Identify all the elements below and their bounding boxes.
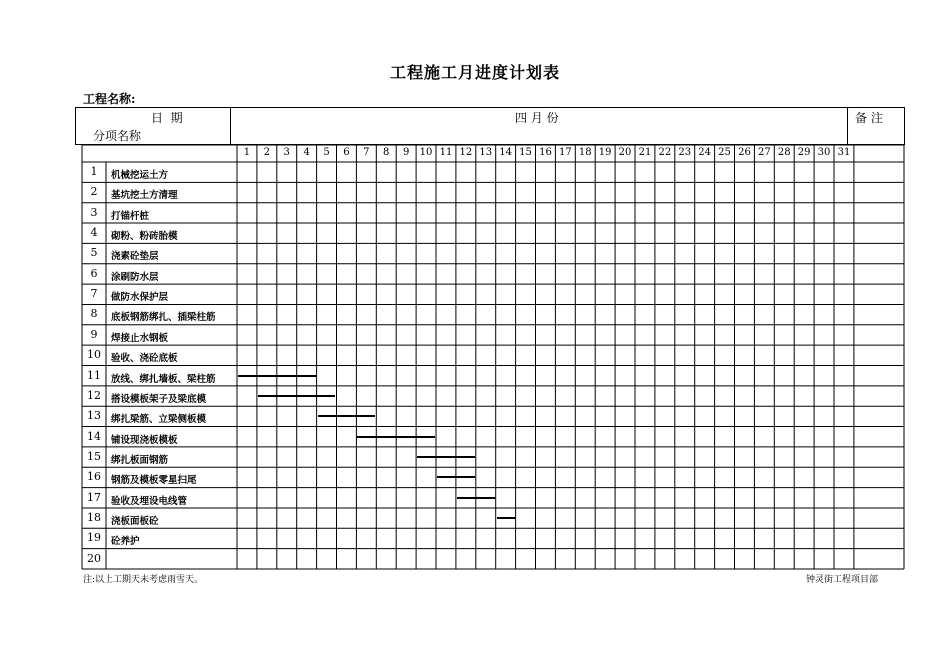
task-name: 基坑挖土方清理 [111, 190, 178, 202]
day-number: 31 [837, 147, 851, 158]
task-number: 14 [87, 429, 101, 443]
task-name: 绑扎板面钢筋 [111, 454, 169, 466]
day-number: 14 [499, 147, 512, 158]
day-number: 5 [323, 147, 330, 158]
schedule-bar [357, 436, 435, 438]
day-number: 16 [539, 147, 552, 158]
day-number: 8 [383, 147, 390, 158]
day-number: 23 [678, 147, 692, 158]
task-name: 打锚杆桩 [111, 210, 150, 222]
task-name: 钢筋及模板零星扫尾 [111, 475, 197, 487]
day-number: 28 [777, 147, 791, 158]
subitem-label: 分项名称 [93, 129, 142, 143]
schedule-bar [238, 375, 316, 377]
day-number: 4 [303, 147, 310, 158]
day-number: 3 [283, 147, 290, 158]
task-name: 浇板面板砼 [111, 515, 159, 527]
day-number: 17 [558, 147, 572, 158]
task-number: 4 [90, 226, 98, 240]
day-number: 26 [738, 147, 751, 158]
task-number: 10 [87, 348, 101, 362]
task-number: 3 [90, 205, 98, 219]
project-name-label: 工程名称: [83, 92, 136, 106]
page-title: 工程施工月进度计划表 [389, 63, 560, 82]
day-number: 15 [519, 147, 532, 158]
task-number: 7 [90, 287, 98, 301]
task-name: 搭设模板架子及梁底模 [111, 393, 207, 405]
schedule-bar [318, 415, 376, 417]
day-number: 19 [598, 147, 612, 158]
task-number: 12 [87, 388, 101, 402]
day-number: 25 [718, 147, 731, 158]
task-name: 绑扎梁筋、立梁侧板模 [111, 414, 207, 426]
task-number: 6 [90, 266, 98, 280]
day-number: 2 [263, 147, 271, 158]
task-number: 11 [87, 368, 101, 382]
schedule-bar [457, 497, 495, 499]
task-name: 砼养护 [111, 536, 140, 548]
task-name: 做防水保护层 [111, 292, 169, 304]
task-name: 底板钢筋绑扎、插梁柱筋 [111, 312, 216, 324]
day-number: 18 [578, 147, 592, 158]
task-number: 5 [90, 246, 98, 260]
task-number: 1 [90, 165, 98, 178]
schedule-bar [258, 395, 336, 397]
day-number: 24 [698, 147, 711, 158]
task-number: 2 [90, 185, 98, 199]
day-number: 10 [419, 147, 433, 158]
schedule-bar [497, 517, 515, 519]
date-label: 日 期 [151, 111, 183, 125]
day-number: 22 [658, 147, 672, 158]
footer-department: 钟灵街工程项目部 [806, 575, 879, 585]
task-number: 15 [87, 449, 101, 463]
task-name: 涂刷防水层 [111, 271, 159, 283]
task-number: 8 [90, 307, 98, 321]
schedule-bar [417, 456, 475, 458]
task-number: 9 [90, 327, 98, 341]
task-number: 13 [87, 409, 101, 423]
task-name: 焊接止水钢板 [111, 332, 169, 344]
day-number: 9 [402, 147, 410, 158]
task-name: 验收、浇砼底板 [111, 353, 178, 365]
day-number: 12 [459, 147, 473, 158]
day-number: 7 [363, 147, 370, 158]
day-number: 1 [243, 147, 251, 158]
task-name: 砌粉、粉砖胎模 [111, 231, 178, 243]
task-number: 16 [87, 470, 101, 484]
task-name: 机械挖运土方 [111, 170, 169, 181]
task-number: 18 [87, 510, 101, 524]
task-number: 17 [87, 490, 101, 504]
task-name: 浇素砼垫层 [111, 251, 159, 263]
day-number: 21 [638, 147, 652, 158]
task-name: 验收及埋设电线管 [111, 495, 188, 507]
task-number: 19 [87, 531, 101, 545]
footer-note: 注:以上工期天未考虑雨雪天。 [83, 575, 204, 585]
task-name: 铺设现浇板模板 [111, 434, 178, 446]
day-number: 20 [618, 147, 632, 158]
task-number: 20 [87, 551, 101, 565]
task-name: 放线、绑扎墙板、梁柱筋 [111, 373, 216, 385]
schedule-bar [437, 476, 475, 478]
day-number: 6 [343, 147, 350, 158]
day-number: 29 [797, 147, 811, 158]
day-number: 11 [439, 147, 453, 158]
month-label: 四 月 份 [515, 111, 559, 125]
day-number: 13 [479, 147, 493, 158]
day-number: 30 [817, 147, 831, 158]
day-number: 27 [757, 147, 771, 158]
remark-label: 备 注 [855, 111, 883, 125]
